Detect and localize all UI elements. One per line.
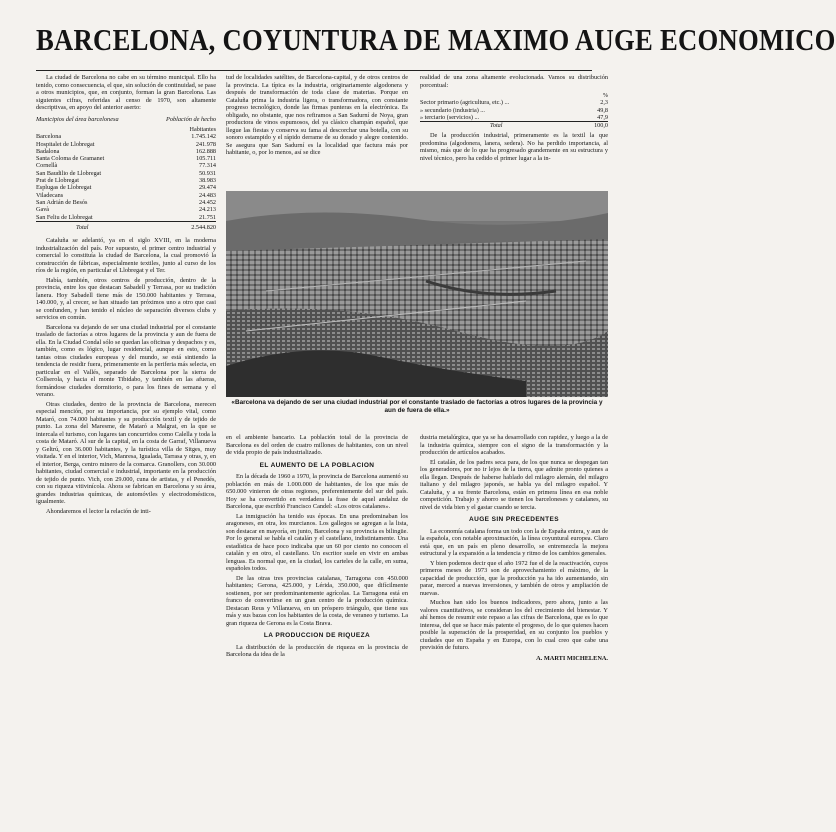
headline-rule: [36, 70, 592, 71]
table-row: Sector primario (agricultura, etc.) ... 2,3: [420, 99, 608, 107]
section-heading: LA PRODUCCION DE RIQUEZA: [263, 632, 371, 639]
municipalities-table-header: [36, 116, 216, 124]
paragraph: realidad de una zona altamente evolucionada. Vamos su distribución porcentual:: [420, 74, 608, 89]
paragraph: La inmigración ha tenido sus épocas. En una predominaban los aragoneses, en otra, los murcianos. Los gallegos se agregan a la lista, son destacar en mayoría, en junto, Barcelona y su provincia es bilingüe. Por lo general se habla el catalán y el castellano, indistintamente. Una estadística de hace poco indicaba que un 60 por ciento no conocen el catalán y en otro, el castellano. Un escritor suele en vivir en ambas lenguas. Es normal que, en la ciudad, los carteles de la calle, en suma, españoles todos.: [226, 512, 408, 572]
author-signature: A. MARTI MICHELENA.: [536, 654, 608, 662]
paragraph: Barcelona va dejando de ser una ciudad industrial por el constante traslado de factorías a otros lugares de la provincia y aun de fuera de ella. En la Ciudad Condal sólo se quedan las oficinas y despachos y es, también, como es lógico, lugar residencial, aunque en esto, como tantas otras ciudades europeas y del mundo, se está sintiendo la tendencia de residir fuera, primeramente en la periferia más selecta, en particular en el Vallés, separado de Barcelona por la sierra de Collserola, y hacia el monte Tibidabo, y también en las afueras, formándose ciudades dormitorio, o para los fines de semana y el verano.: [36, 323, 216, 399]
sector-table: % Sector primario (agricultura, etc.) ... 2,3 » secundario (industria) ... 49,8 » terciario (servicios) ... 47,9 Total 100,0: [420, 92, 608, 130]
paragraph: Ahondaremos el lector la relación de inti-: [46, 507, 151, 515]
table-row: Viladecans 24.483: [36, 191, 216, 199]
paragraph: En la década de 1960 a 1970, la provincia de Barcelona aumentó su población en más de 1.000.000 de habitantes, de los que más de 650.000 vinieron de otras regiones, preferentemente del sur del país. Hoy se ha convertido en verdadera la frase de aquel andaluz de Barcelona, que escribió Francisco Candel: «Los otros catalanes».: [226, 473, 408, 510]
column-2-top: [226, 74, 408, 159]
section-heading: EL AUMENTO DE LA POBLACION: [259, 461, 375, 469]
table-row: Prat de Llobregat 38.983: [36, 177, 216, 185]
paragraph: Otras ciudades, dentro de la provincia de Barcelona, merecen especial mención, por su importancia, por su ejemplo vital, como Mataró, con 74.000 habitantes y su producción textil y de tejido de punto. La zona del Maresme, de Mataró a Malgrat, en la que se intercala el turismo, con lugares tan concurridos como Calella y toda la costa de Mataró. Al sur de la capital, en la costa de Garraf, Villanueva y Geltrú, con 36.000 habitantes, y la turística villa de Sitges, muy visitada. Y en el interior, Vich, Manresa, Igualada, Tarrasa y otras, y, en el interior, Berga, centro minero de la comarca. Granollers, con 30.000 habitantes, ciudad comercial e industrial, importante en la producción de tejido de punto. Vich, con 29.000, cuna de artistas, y el Penedés, con su riqueza vitivinícola. Ahora se fabrican en Barcelona y su área, grandes industrias químicas, de automóviles y electrodomésticos, igualmente.: [36, 400, 216, 506]
table-row: San Adrián de Besós 24.452: [36, 198, 216, 206]
paragraph: La economía catalana forma un todo con la de España entera, y aun de la española, con notable aproximación, la línea coyuntural europea. Claro está que, en un país en pleno desarrollo, se entremezcla la mejora estructural y la expansión a la tendencia y ritmo de los cambios generales.: [420, 527, 608, 557]
table-total-row: Total 100,0: [420, 122, 608, 130]
table-row: » secundario (industria) ... 49,8: [420, 106, 608, 114]
column-3-top: [420, 74, 608, 164]
column-1: [36, 74, 216, 517]
table-head-right: Población de hecho: [165, 115, 216, 123]
paragraph: tud de localidades satélites, de Barcelona-capital, y de otros centros de la provincia. La típica es la industria, originariamente algodonera y después de transformación de toda clase de materias. Porque en Cataluña prima la industria ligera, o transformadora, con constante progreso tecnológico, donde las firmas punteras en la electrónica. Es obligado, no obstante, que nos refiramos a San Sadurní de Noya, gran productora de vinos espumosos, del ya clásico champán español, que llegue las fiestas y conserva su fama al descorchar una botella, con su sonoro estampido y el rápido derrame de su dorado y alegre contenido. Se asegura que San Sadurní es la localidad que factura más por habitante, o, por lo menos, así se dice: [226, 74, 408, 156]
paragraph: De la producción industrial, primeramente es la textil la que predomina (algodonera, lanera, sedera). No ha perdido importancia, al mismo, más que de lo que ha progresado grandemente en su estructura y nivel técnico, pero ha cedido el primer lugar a la in-: [420, 132, 608, 162]
table-row: San Feliu de Llobregat 21.751: [36, 213, 216, 221]
column-2-bottom: [226, 434, 408, 661]
table-row: Esplugas de Llobregat 29.474: [36, 184, 216, 192]
city-aerial-illustration: [226, 191, 608, 397]
paragraph: Cataluña se adelantó, ya en el siglo XVIII, en la moderna industrialización del país. Por supuesto, el primer centro industrial y comercial lo constituía la ciudad de Barcelona, la cual promovió la construcción de fábricas, especialmente textiles, junto al curso de los ríos de la región, en particular el Llobregat y el Ter.: [36, 237, 216, 275]
paragraph: en el ambiente bancario. La población total de la provincia de Barcelona es del orden de cuatro millones de habitantes, con un nivel de vida propio de país industrializado.: [226, 434, 408, 456]
paragraph: De las otras tres provincias catalanas, Tarragona con 450.000 habitantes; Gerona, 425.000, y Lérida, 350.000, que difícilmente sostienen, por ser predominantemente agrícolas. La Tarragona está en franco de convertirse en un gran centro de la producción química. Destacan Reus y Villanueva, en un próspero triángulo, que tiene sus más y sus bazas con los habitantes de la costa, de veraneo y turismo. La gran riqueza de Gerona es la Costa Brava.: [226, 574, 408, 627]
municipalities-table: [36, 126, 216, 231]
section-heading: AUGE SIN PRECEDENTES: [469, 516, 559, 523]
paragraph: Y bien podemos decir que el año 1972 fue el de la reactivación, cuyos primeros meses de 1973 son de aprovechamiento el máximo, de la capacidad de producción, que la producción ya ha ido aumentando, sin parar, merced a nuevas inversiones, y también de otros y ampliación de nuevas.: [420, 559, 608, 597]
table-row: Hospitalet de Llobregat 241.978: [36, 140, 216, 148]
table-row: San Baudilio de Llobregat 50.931: [36, 169, 216, 177]
paragraph: Muchos han sido los buenos indicadores, pero ahora, junto a las valores cuantitativos, se consideran los del crecimiento del bienestar. Y ahí hemos de resumir este repaso a las cifras de Barcelona, que es lo que interesa, del que se hace más patente el progreso, de lo que quienes hacen posible la superación de la prosperidad, en su conjunto los pueblos y ciudades que en España y en Europa, con lo cual creo que cabe una previsión de futuro.: [420, 599, 608, 651]
headline: BARCELONA, COYUNTURA DE MAXIMO AUGE ECONOMICO: [36, 22, 836, 57]
column-3-bottom: [420, 434, 608, 662]
table-unit: Habitantes: [189, 126, 216, 133]
table-row: Badalona 162.888: [36, 147, 216, 155]
aerial-photo: [226, 191, 608, 397]
paragraph: dustria metalúrgica, que ya se ha desarrollado con rapidez, y luego a la de la industria química, siempre con el signo de la transformación y la producción de artículos acabados.: [420, 434, 608, 456]
paragraph: La distribución de la producción de riqueza en la provincia de Barcelona da idea de la: [226, 643, 408, 658]
table-row: » terciario (servicios) ... 47,9: [420, 113, 608, 121]
table-row: Santa Coloma de Gramanet 105.711: [36, 155, 216, 163]
table-total-row: Total 2.544.820: [36, 221, 216, 231]
table-row: Barcelona 1.745.142: [36, 133, 216, 141]
table-head-left: Municipios del área barcelonesa: [36, 115, 119, 123]
paragraph: Había, también, otros centros de producción, dentro de la provincia, entre los que destacan Sabadell y Terrasa, por su tradición lanera. Hoy Sabadell tiene más de 150.000 habitantes y Terrasa, 140.000, y, al crecer, se han situado tan próximos uno a otro que casi se confunden, y han tenido el núcleo de separación diversos clubs y servicios en común.: [36, 276, 216, 322]
intro-paragraph: La ciudad de Barcelona no cabe en su término municipal. Ello ha tenido, como consecuencia, el que, sin solución de continuidad, se pase a otros municipios, que, en conjunto, forman la gran Barcelona. Las siguientes cifras, referidas al censo de 1970, son altamente descriptivas, en apoyo del anterior aserto:: [36, 74, 216, 111]
paragraph: El catalán, de los padres seca para, de los que nunca se despegan tan los generadores, por no ir lejos de la tierra, que admite pronto quienes a ella llegan. Después de haberse hablado del milagro alemán, del milagro italiano y del milagro japonés, se habla ya del milagro español. Y Cataluña, y a su frente Barcelona, están en primera línea en esa noble competición. Trabajo y ahorro se tienen los barceloneses y catalanes, su nivel de vida bien y el gastar cuando se tercia.: [420, 458, 608, 511]
photo-caption: «Barcelona va dejando de ser una ciudad industrial por el constante traslado de factorías a otros lugares de la provincia y aun de fuera de ella.»: [231, 399, 603, 414]
table-row: Gavà 24.213: [36, 206, 216, 214]
table-row: Cornellà 77.314: [36, 162, 216, 170]
